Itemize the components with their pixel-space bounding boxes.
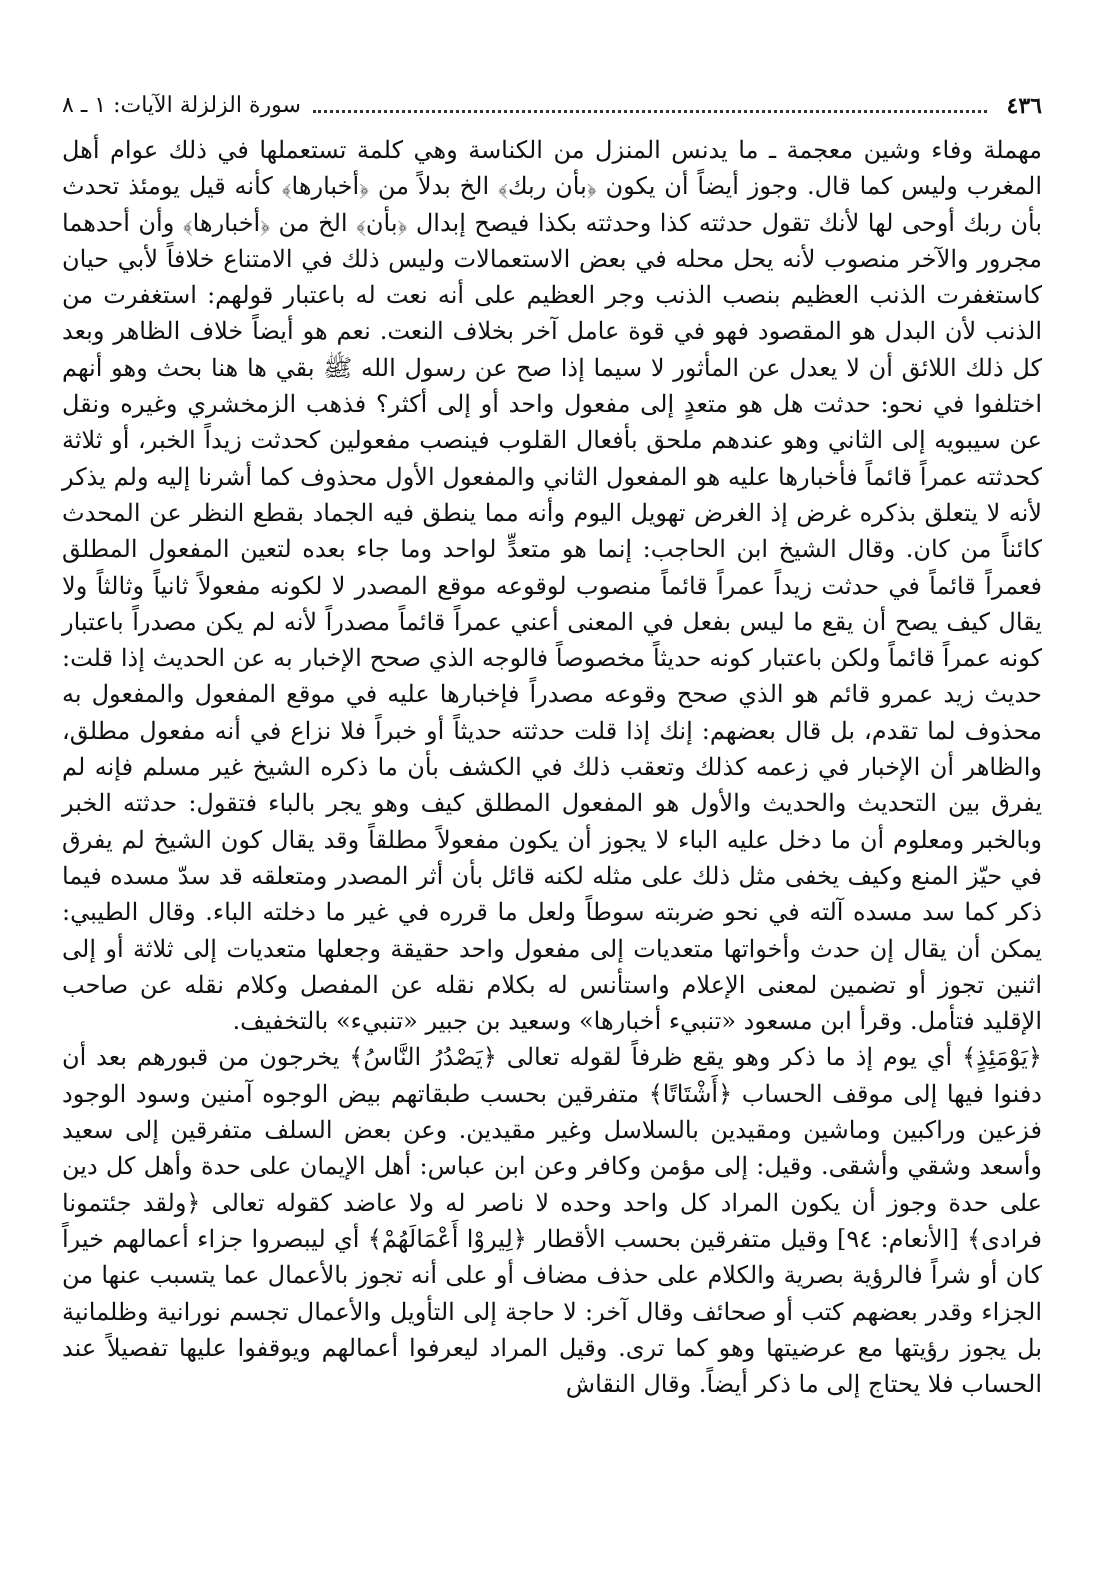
page-header — [62, 86, 1042, 126]
paragraph: مهملة وفاء وشين معجمة ـ ما يدنس المنزل من الكناسة وهي كلمة تستعملها في ذلك عوام أهل المغرب وليس كما قال. وجوز أيضاً أن يكون ﴿بأن ربك﴾ الخ بدلاً من ﴿أخبارها﴾ كأنه قيل يومئذ تحدث بأن ربك أوحى لها لأنك تقول حدثته كذا وحدثته بكذا فيصح إبدال ﴿بأن﴾ الخ من ﴿أخبارها﴾ وأن أحدهما مجرور والآخر منصوب لأنه يحل محله في بعض الاستعمالات وليس ذلك في الامتناع خلافاً لأبي حيان كاستغفرت الذنب العظيم بنصب الذنب وجر العظيم على أنه نعت له باعتبار قولهم: استغفرت من الذنب لأن البدل هو المقصود فهو في قوة عامل آخر بخلاف النعت. نعم هو أيضاً خلاف الظاهر وبعد كل ذلك اللائق أن لا يعدل عن المأثور لا سيما إذا صح عن رسول الله ﷺ بقي ها هنا بحث وهو أنهم اختلفوا في نحو: حدثت هل هو متعدٍ إلى مفعول واحد أو إلى أكثر؟ فذهب الزمخشري وغيره ونقل عن سيبويه إلى الثاني وهو عندهم ملحق بأفعال القلوب فينصب مفعولين كحدثت زيداً الخبر، أو ثلاثة كحدثته عمراً قائماً فأخبارها عليه هو المفعول الثاني والمفعول الأول محذوف كما أشرنا إليه ولم يذكر لأنه لا يتعلق بذكره غرض إذ الغرض تهويل اليوم وأنه مما ينطق فيه الجماد بقطع النظر عن المحدث كائناً من كان. وقال الشيخ ابن الحاجب: إنما هو متعدٍّ لواحد وما جاء بعده لتعين المفعول المطلق فعمراً قائماً في حدثت زيداً عمراً قائماً منصوب لوقوعه موقع المصدر لا لكونه مفعولاً ثانياً وثالثاً ولا يقال كيف يصح أن يقع ما ليس بفعل في المعنى أعني عمراً قائماً مصدراً لأنه لم يكن مصدراً باعتبار كونه عمراً قائماً ولكن باعتبار كونه حديثاً مخصوصاً فالوجه الذي صحح الإخبار به عن الحديث إذا قلت: حديث زيد عمرو قائم هو الذي صحح وقوعه مصدراً فإخبارها عليه في موقع المفعول والمفعول به محذوف لما تقدم، بل قال بعضهم: إنك إذا قلت حدثته حديثاً أو خبراً فلا نزاع في أنه مفعول مطلق، والظاهر أن الإخبار في زعمه كذلك وتعقب ذلك في الكشف بأن ما ذكره الشيخ غير مسلم فإنه لم يفرق بين التحديث والحديث والأول هو المفعول المطلق كيف وهو يجر بالباء فتقول: حدثته الخبر وبالخبر ومعلوم أن ما دخل عليه الباء لا يجوز أن يكون مفعولاً مطلقاً وقد يقال كون الشيخ لم يفرق في حيّز المنع وكيف يخفى مثل ذلك على مثله لكنه قائل بأن أثر المصدر ومتعلقه قد سدّ مسده فيما ذكر كما سد مسده آلته في نحو ضربته سوطاً ولعل ما قرره في غير ما دخلته الباء. وقال الطيبي: يمكن أن يقال إن حدث وأخواتها متعديات إلى مفعول واحد حقيقة وجعلها متعديات إلى ثلاثة أو إلى اثنين تجوز أو تضمين لمعنى الإعلام واستأنس له بكلام نقله عن المفصل وكلام نقله عن صاحب الإقليد فتأمل. وقرأ ابن مسعود «تنبيء أخبارها» وسعيد بن جبير «تنبيء» بالتخفيف. — [62, 136, 1043, 1036]
paragraph: ﴿يَوْمَئِذٍ﴾ أي يوم إذ ما ذكر وهو يقع ظرفاً لقوله تعالى ﴿يَصْدُرُ النَّاسُ﴾ يخرجون من قبورهم بعد أن دفنوا فيها إلى موقف الحساب ﴿أَشْتَاتًا﴾ متفرقين بحسب طبقاتهم بيض الوجوه آمنين وسود الوجود فزعين وراكبين وماشين ومقيدين بالسلاسل وغير مقيدين. وعن بعض السلف متفرقين إلى سعيد وأسعد وشقي وأشقى. وقيل: إلى مؤمن وكافر وعن ابن عباس: أهل الإيمان على حدة وأهل كل دين على حدة وجوز أن يكون المراد كل واحد وحده لا ناصر له ولا عاضد كقوله تعالى ﴿ولقد جئتمونا فرادى﴾ [الأنعام: ٩٤] وقيل متفرقين بحسب الأقطار ﴿لِيروْا أَعْمَالَهُمْ﴾ أي ليبصروا جزاء أعمالهم خيراً كان أو شراً فالرؤية بصرية والكلام على حذف مضاف أو على أنه تجوز بالأعمال عما يتسبب عنها من الجزاء وقدر بعضهم كتب أو صحائف وقال آخر: لا حاجة إلى التأويل والأعمال تجسم نورانية وظلمانية بل يجوز رؤيتها مع عرضيتها وهو كما ترى. وقيل المراد ليعرفوا أعمالهم ويوقفوا عليها تفصيلاً عند الحساب فلا يحتاج إلى ما ذكر أيضاً. وقال النقاش — [62, 1043, 1043, 1399]
header-dotted-leader — [313, 110, 987, 113]
page-number: ٤٣٦ — [1006, 93, 1042, 119]
body-text — [62, 132, 1042, 1402]
running-title: سورة الزلزلة الآيات: ١ ـ ٨ — [62, 93, 301, 118]
document-page — [62, 86, 1042, 1556]
